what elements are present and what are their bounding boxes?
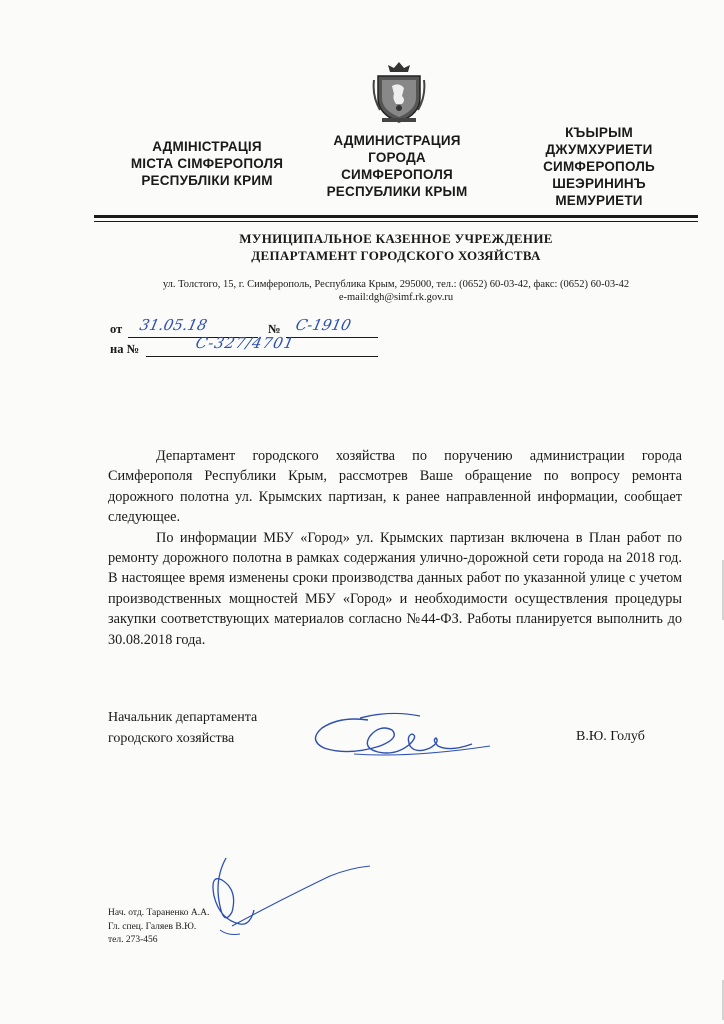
organization-contacts <box>94 278 698 304</box>
signatory-title-line-2: городского хозяйства <box>108 731 235 746</box>
signatory-name: В.Ю. Голуб <box>576 729 645 744</box>
header-ukrainian: АДМІНІСТРАЦІЯ МІСТА СІМФЕРОПОЛЯ РЕСПУБЛІКИ КРИМ <box>130 139 284 188</box>
ref-number-handwritten: С-1910 <box>294 316 353 334</box>
ref-number-line <box>286 337 378 338</box>
organization-name <box>94 230 698 264</box>
ref-to-handwritten: С-327/4701 <box>194 334 297 352</box>
organization-email: e-mail:dgh@simf.rk.gov.ru <box>338 292 454 303</box>
executor-phone: тел. 273-456 <box>108 935 158 945</box>
executors-block <box>108 907 209 948</box>
ref-number-label: № <box>268 322 281 336</box>
body-paragraph-2: По информации МБУ «Город» ул. Крымских партизан включена в План работ по ремонту дорожного полотна в рамках содержания улично-дорожной сети города на 2018 год. В настоящее время изменены сроки производства данных работ по указанной улице с учетом производственных мощностей МБУ «Город» и необходимости осуществления процедуры закупки соответствующих материалов согласно №44-ФЗ. Работы планируется выполнить до 30.08.2018 года. <box>108 529 682 648</box>
signatory-title <box>108 707 308 749</box>
ref-from-label: от <box>110 322 123 336</box>
executor-line-2: Гл. спец. Галяев В.Ю. <box>108 921 197 932</box>
organization-line-2: ДЕПАРТАМЕНТ ГОРОДСКОГО ХОЗЯЙСТВА <box>251 248 541 263</box>
ref-date-handwritten: 31.05.18 <box>138 316 209 334</box>
header-crimean-tatar: КЪЫРЫМ ДЖУМХУРИЕТИ СИМФЕРОПОЛЬ ШЕЭРИНИНЪ МЕМУРИЕТИ <box>543 125 655 208</box>
body-paragraph-1: Департамент городского хозяйства по поручению администрации города Симферополя Республики Крым, рассмотрев Ваше обращение по вопросу ремонта дорожного полотна ул. Крымских партизан, к ранее направленной информации, сообщает следующее. <box>108 448 682 526</box>
organization-address: ул. Толстого, 15, г. Симферополь, Республика Крым, 295000, тел.: (0652) 60-03-42, факс: (0652) 60-03-42 <box>162 279 630 290</box>
header-russian: АДМИНИСТРАЦИЯ ГОРОДА СИМФЕРОПОЛЯ РЕСПУБЛИКИ КРЫМ <box>326 133 468 199</box>
executor-initials-mark <box>180 840 380 940</box>
executor-line-1: Нач. отд. Тараненко А.А. <box>108 908 210 918</box>
signatory-title-line-1: Начальник департамента <box>108 710 258 725</box>
handwritten-signature <box>300 706 500 762</box>
organization-line-1: МУНИЦИПАЛЬНОЕ КАЗЕННОЕ УЧРЕЖДЕНИЕ <box>239 231 553 246</box>
ref-to-label: на № <box>110 342 140 356</box>
header-divider-thin <box>94 221 698 222</box>
header-divider-thick <box>94 215 698 218</box>
ref-to-line <box>146 356 378 357</box>
letter-body <box>108 446 682 650</box>
crimea-coat-of-arms-icon <box>372 60 426 124</box>
